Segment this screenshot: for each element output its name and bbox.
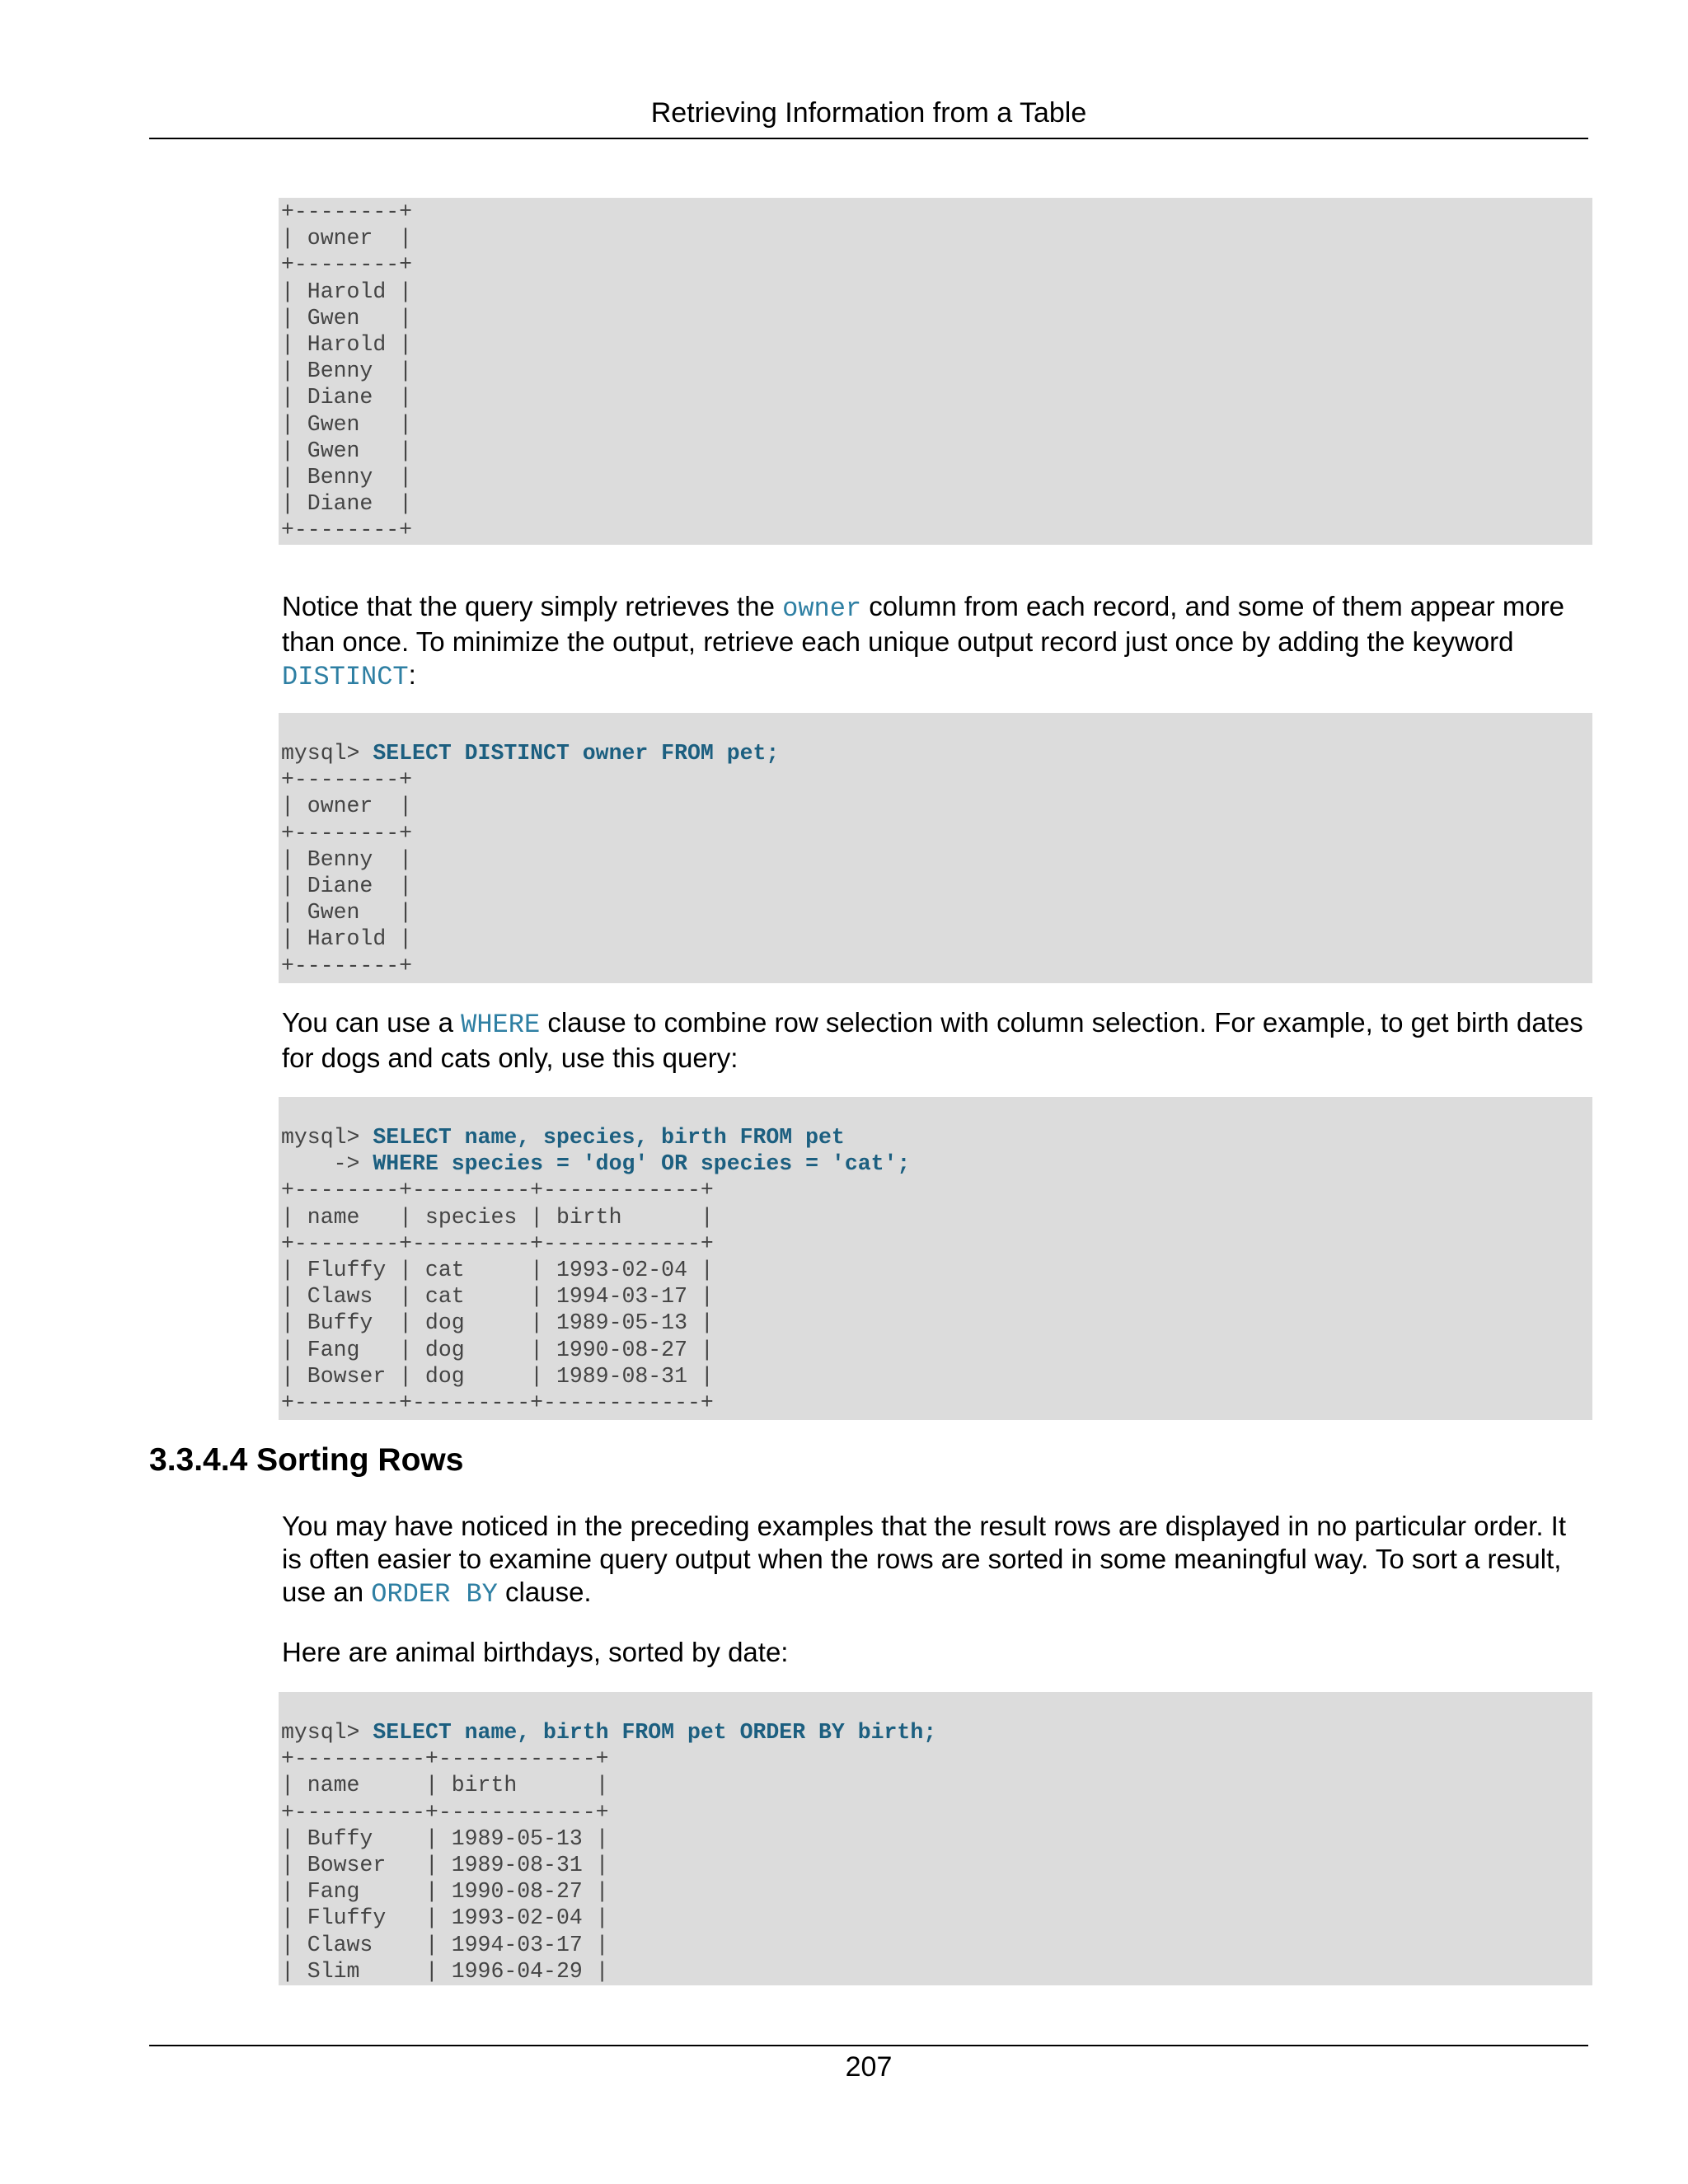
- output-line: +--------+---------+------------+: [281, 1230, 714, 1256]
- paragraph-where-intro: You can use a WHERE clause to combine row selection with column selection. For example, to get birth dates for dogs and cats only, use this query:: [282, 1007, 1583, 1073]
- output-line: +--------+: [281, 518, 413, 543]
- output-line: | Fluffy | cat | 1993-02-04 |: [281, 1258, 714, 1283]
- output-line: | Gwen |: [281, 305, 413, 330]
- inline-code-owner: owner: [782, 593, 862, 624]
- output-line: | Diane |: [281, 874, 413, 899]
- output-line: | Harold |: [281, 279, 413, 304]
- page-header-title: Retrieving Information from a Table: [650, 97, 1087, 129]
- continuation-prompt: ->: [281, 1151, 373, 1177]
- output-line: | Benny |: [281, 846, 413, 872]
- sql-command-continuation: WHERE species = 'dog' OR species = 'cat';: [373, 1151, 911, 1177]
- output-line: | name | species | birth |: [281, 1204, 714, 1230]
- output-line: +----------+------------+: [281, 1746, 609, 1772]
- inline-code-distinct: DISTINCT: [282, 662, 409, 692]
- output-line: | Slim | 1996-04-29 |: [281, 1958, 609, 1984]
- output-line: | Harold |: [281, 332, 413, 358]
- output-line: +--------+: [281, 820, 413, 846]
- sql-command: SELECT name, species, birth FROM pet: [373, 1125, 845, 1150]
- prompt: mysql>: [281, 741, 373, 766]
- output-line: | Fluffy | 1993-02-04 |: [281, 1905, 609, 1931]
- prompt: mysql>: [281, 1720, 373, 1745]
- order-query-block: [279, 1692, 1592, 1985]
- page-number: 207: [845, 2051, 893, 2083]
- sql-command: SELECT DISTINCT owner FROM pet;: [373, 741, 780, 766]
- output-line: | owner |: [281, 226, 413, 251]
- output-line: +--------+: [281, 199, 413, 224]
- sql-command: SELECT name, birth FROM pet ORDER BY birth;: [373, 1720, 937, 1745]
- output-line: | Bowser | 1989-08-31 |: [281, 1853, 609, 1878]
- section-heading: 3.3.4.4 Sorting Rows: [149, 1442, 464, 1478]
- output-line: +--------+---------+------------+: [281, 1178, 714, 1203]
- output-line: +--------+: [281, 767, 413, 793]
- paragraph-sorting-intro: You may have noticed in the preceding examples that the result rows are displayed in no particular order. It is often easier to examine query output when the rows are sorted in some meaningful way. To sort a result, use an ORDER BY clause.: [282, 1511, 1567, 1610]
- paragraph-birthdays-intro: Here are animal birthdays, sorted by date:: [282, 1637, 789, 1667]
- output-line: | Gwen |: [281, 900, 413, 926]
- output-line: | Claws | cat | 1994-03-17 |: [281, 1284, 714, 1310]
- output-line: | Harold |: [281, 926, 413, 952]
- output-line: | Benny |: [281, 465, 413, 490]
- header-divider: [149, 138, 1588, 139]
- output-line: | Fang | dog | 1990-08-27 |: [281, 1337, 714, 1362]
- paragraph-distinct-intro: Notice that the query simply retrieves the owner column from each record, and some of them appear more than once. To minimize the output, retrieve each unique output record just once by adding the keyword DISTINCT:: [282, 591, 1565, 692]
- output-line: +--------+: [281, 953, 413, 978]
- output-line: | Diane |: [281, 491, 413, 517]
- output-line: | Buffy | dog | 1989-05-13 |: [281, 1310, 714, 1336]
- output-line: | Claws | 1994-03-17 |: [281, 1932, 609, 1957]
- output-line: | Benny |: [281, 359, 413, 384]
- output-line: | Gwen |: [281, 411, 413, 437]
- inline-code-order-by: ORDER BY: [371, 1579, 498, 1610]
- output-line: | Diane |: [281, 385, 413, 410]
- output-line: | Fang | 1990-08-27 |: [281, 1879, 609, 1905]
- output-line: +--------+---------+------------+: [281, 1390, 714, 1416]
- prompt: mysql>: [281, 1125, 373, 1150]
- footer-divider: [149, 2045, 1588, 2046]
- output-line: | Bowser | dog | 1989-08-31 |: [281, 1363, 714, 1389]
- inline-code-where: WHERE: [461, 1010, 541, 1040]
- output-line: +--------+: [281, 252, 413, 278]
- output-line: +----------+------------+: [281, 1799, 609, 1825]
- where-query-block: [279, 1097, 1592, 1420]
- output-line: | Buffy | 1989-05-13 |: [281, 1825, 609, 1851]
- output-line: | Gwen |: [281, 438, 413, 463]
- owner-output-block: [279, 198, 1592, 545]
- distinct-query-block: [279, 713, 1592, 983]
- output-line: | name | birth |: [281, 1773, 609, 1798]
- output-line: | owner |: [281, 794, 413, 819]
